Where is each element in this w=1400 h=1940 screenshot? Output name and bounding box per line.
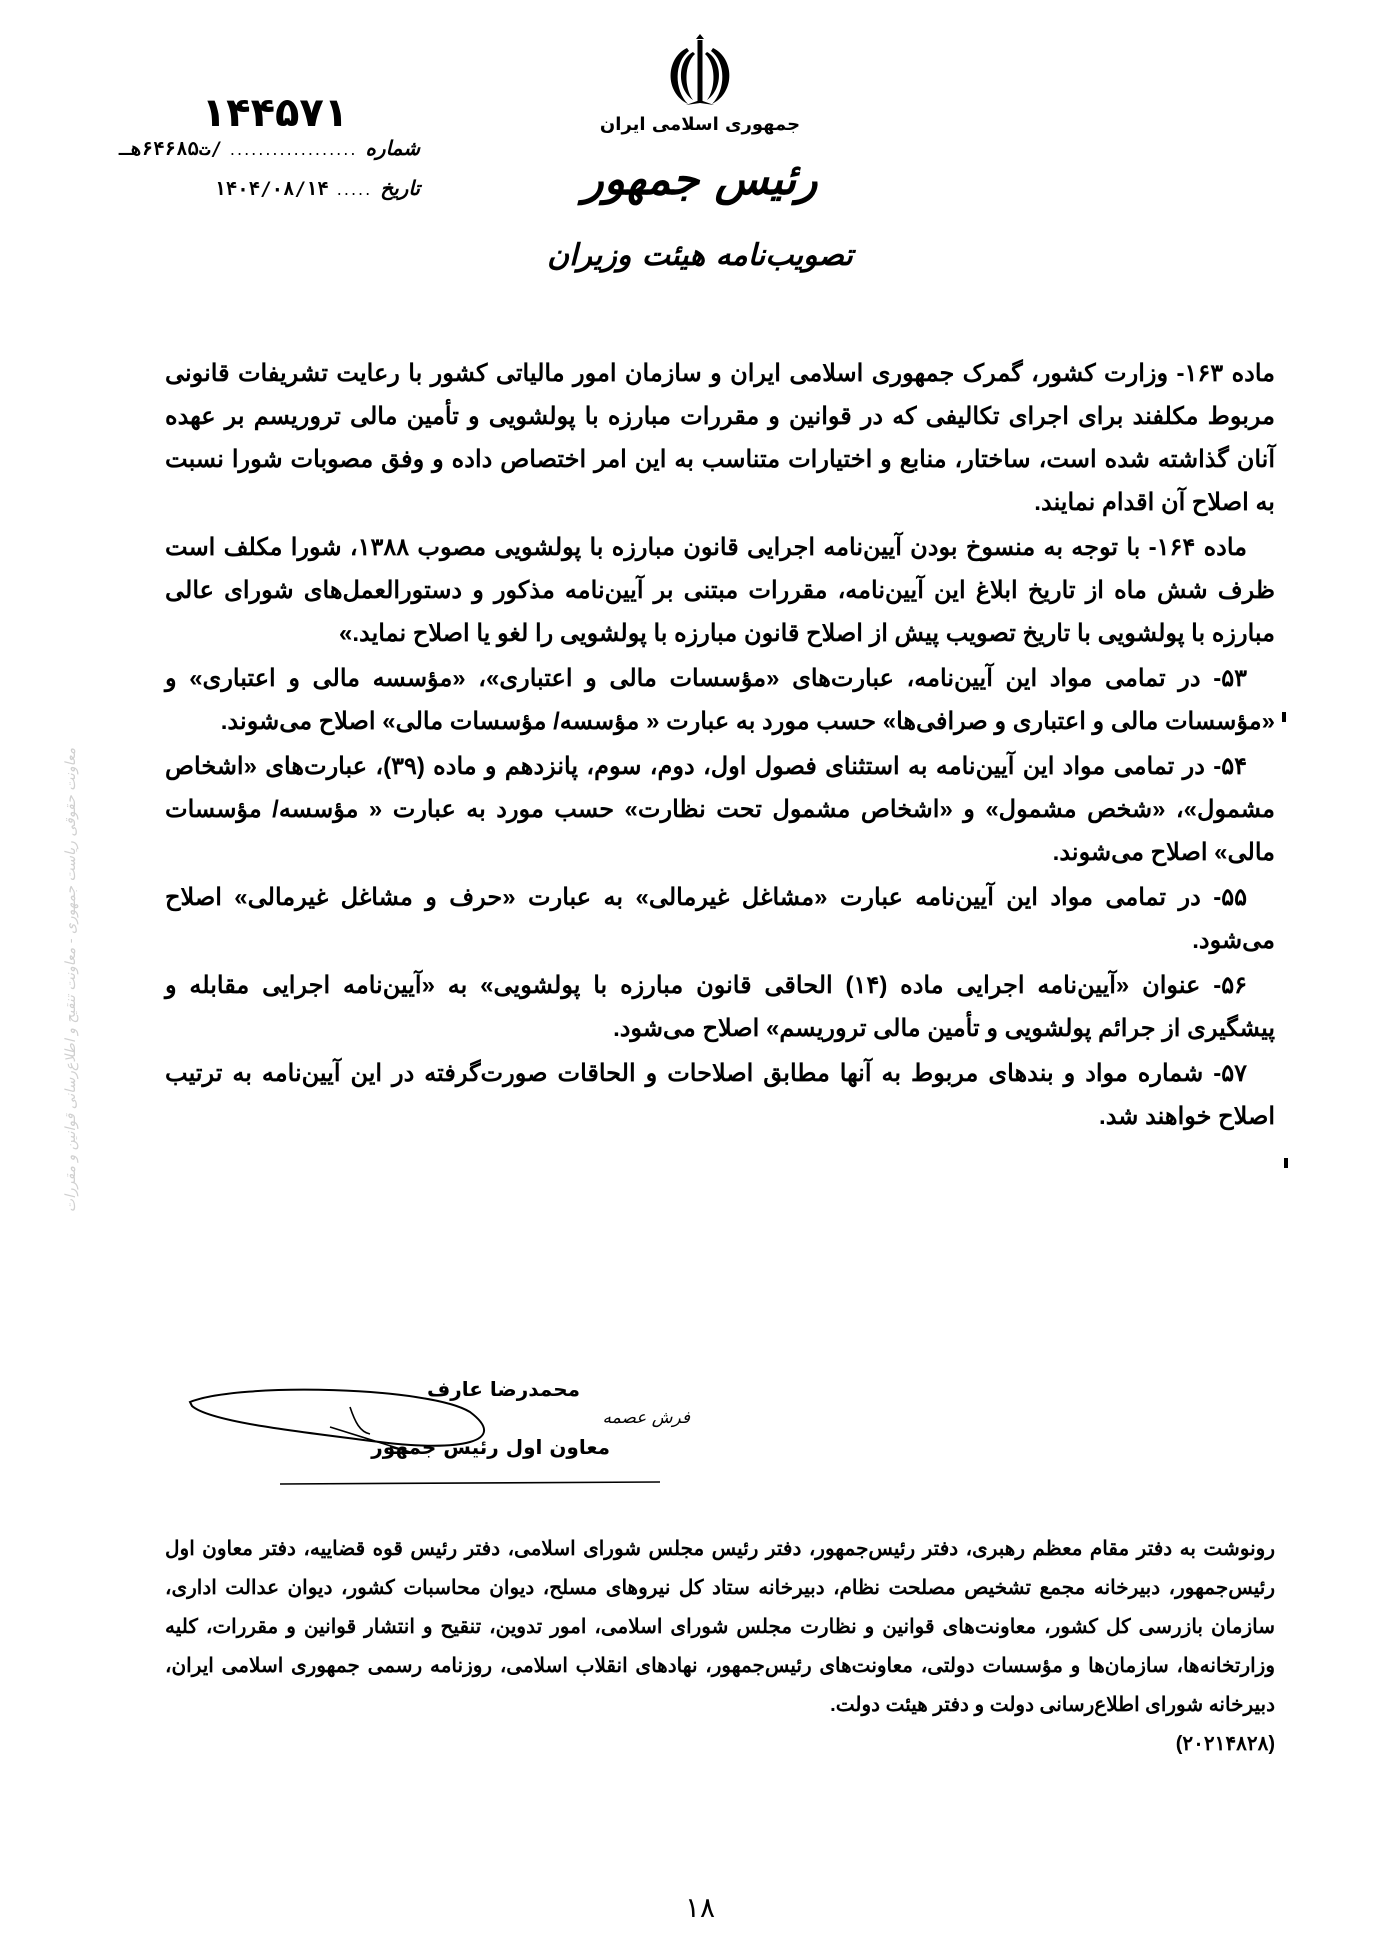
country-name: جمهوری اسلامی ایران <box>599 114 801 135</box>
article-number: ۵۴- <box>1213 753 1247 780</box>
office-title: رئیس جمهور <box>582 154 818 205</box>
dotted-leader: ..... <box>336 180 373 199</box>
watermark <box>0 700 150 1260</box>
article-text: در تمامی مواد این آیین‌نامه عبارت «مشاغل غیرمالی» به عبارت «حرف و مشاغل غیرمالی» اصلاح می‌شود. <box>165 884 1275 954</box>
article-number: ۵۵- <box>1213 884 1247 911</box>
dotted-leader: .................. <box>229 140 358 159</box>
number-stamp: ۱۴۴۵۷۱ <box>201 90 349 136</box>
signer-title: معاون اول رئیس جمهور <box>371 1435 610 1459</box>
article-paragraph <box>165 876 1275 962</box>
article-number: ۵۶- <box>1213 972 1248 999</box>
article-text: عنوان «آیین‌نامه اجرایی ماده (۱۴) الحاقی قانون مبارزه با پولشویی» به «آیین‌نامه اجرایی مقابله و پیشگیری از جرائم پولشویی و تأمین مالی تروریسم» اصلاح می‌شود. <box>165 972 1275 1042</box>
page-number: ۱۸ <box>684 1891 716 1924</box>
article-text: در تمامی مواد این آیین‌نامه، عبارت‌های «مؤسسات مالی و اعتباری»، «مؤسسه مالی و اعتباری» و «مؤسسات مالی و اعتباری و صرافی‌ها» حسب مورد به عبارت « مؤسسه/ مؤسسات مالی» اصلاح می‌شوند. <box>165 665 1275 735</box>
article-number: ۵۳- <box>1213 665 1247 692</box>
article-paragraph <box>165 526 1275 655</box>
date-row <box>20 176 420 216</box>
article-text: وزارت کشور، گمرک جمهوری اسلامی ایران و سازمان امور مالیاتی کشور با رعایت تشریفات قانونی مربوط مکلفند برای اجرای تکالیفی که در قوانین و مقررات مبارزه با پولشویی و تأمین مالی تروریسم بر عهده آنان گذاشته شده است، ساختار، منابع و اختیارات متناسب به این امر اختصاص داده و وفق مصوبات شورا نسبت به اصلاح آن اقدام نمایند. <box>165 360 1275 516</box>
document-type: تصویب‌نامه هیئت وزیران <box>547 238 853 273</box>
number-label: شماره <box>365 136 420 160</box>
article-text: شماره مواد و بندهای مربوط به آنها مطابق اصلاحات و الحاقات صورت‌گرفته در این آیین‌نامه به ترتیب اصلاح خواهند شد. <box>165 1060 1275 1130</box>
article-paragraph <box>165 1052 1275 1138</box>
reference-code: (۲۰۲۱۴۸۲۸) <box>1175 1733 1275 1755</box>
margin-mark <box>1282 712 1286 722</box>
cc-paragraph <box>165 1530 1275 1725</box>
article-paragraph <box>165 964 1275 1050</box>
handwritten-note: فرش عصمه <box>602 1408 690 1428</box>
article-paragraph <box>165 745 1275 874</box>
body-text <box>165 352 1275 1140</box>
article-number: ماده ۱۶۳- <box>1176 360 1275 387</box>
article-number: ۵۷- <box>1213 1060 1247 1087</box>
cc-text: به دفتر مقام معظم رهبری، دفتر رئیس‌جمهور، دفتر رئیس مجلس شورای اسلامی، دفتر رئیس قوه قضاییه، دفتر معاون اول رئیس‌جمهور، دبیرخانه مجمع تشخیص مصلحت نظام، دبیرخانه ستاد کل نیروهای مسلح، دیوان محاسبات کشور، دیوان عدالت اداری، سازمان بازرسی کل کشور، معاونت‌های قوانین و نظارت مجلس شورای اسلامی، امور تدوین، تنقیح و انتشار قوانین و مقررات، کلیه وزارتخانه‌ها، سازمان‌ها و مؤسسات دولتی، معاونت‌های رئیس‌جمهور، نهادهای انقلاب اسلامی، روزنامه رسمی جمهوری اسلامی ایران، دبیرخانه شورای اطلاع‌رسانی دولت و دفتر هیئت دولت. <box>165 1538 1275 1716</box>
signer-name: محمدرضا عارف <box>427 1377 580 1401</box>
watermark-text: معاونت حقوقی ریاست جمهوری - معاونت تنقیح و اطلاع‌رسانی قوانین و مقررات <box>63 747 79 1213</box>
signature-block <box>240 1374 700 1462</box>
iran-emblem-icon <box>659 30 741 110</box>
margin-mark <box>1284 1158 1288 1168</box>
article-paragraph <box>165 352 1275 524</box>
number-row <box>20 136 420 176</box>
cc-lead: رونوشت <box>1203 1538 1275 1560</box>
article-number: ماده ۱۶۴- <box>1148 534 1247 561</box>
date-value: ۱۴۰۴/۰۸/۱۴ <box>214 178 329 200</box>
date-label: تاریخ <box>380 176 420 200</box>
article-text: با توجه به منسوخ بودن آیین‌نامه اجرایی قانون مبارزه با پولشویی مصوب ۱۳۸۸، شورا مکلف است ظرف شش ماه از تاریخ ابلاغ این آیین‌نامه، مقررات مبتنی بر آیین‌نامه مذکور و دستورالعمل‌های شورای عالی مبارزه با پولشویی با تاریخ تصویب پیش از اصلاح قانون مبارزه با پولشویی را لغو یا اصلاح نماید.» <box>165 534 1275 647</box>
carbon-copy-list <box>165 1530 1275 1764</box>
document-meta <box>20 90 420 216</box>
article-paragraph <box>165 657 1275 743</box>
number-suffix: /ت۶۴۶۸۵هـ <box>118 138 222 160</box>
article-text: در تمامی مواد این آیین‌نامه به استثنای فصول اول، دوم، سوم، پانزدهم و ماده (۳۹)، عبارت‌های «اشخاص مشمول»، «شخص مشمول» و «اشخاص مشمول تحت نظارت» حسب مورد به عبارت « مؤسسه/ مؤسسات مالی» اصلاح می‌شوند. <box>165 753 1275 866</box>
